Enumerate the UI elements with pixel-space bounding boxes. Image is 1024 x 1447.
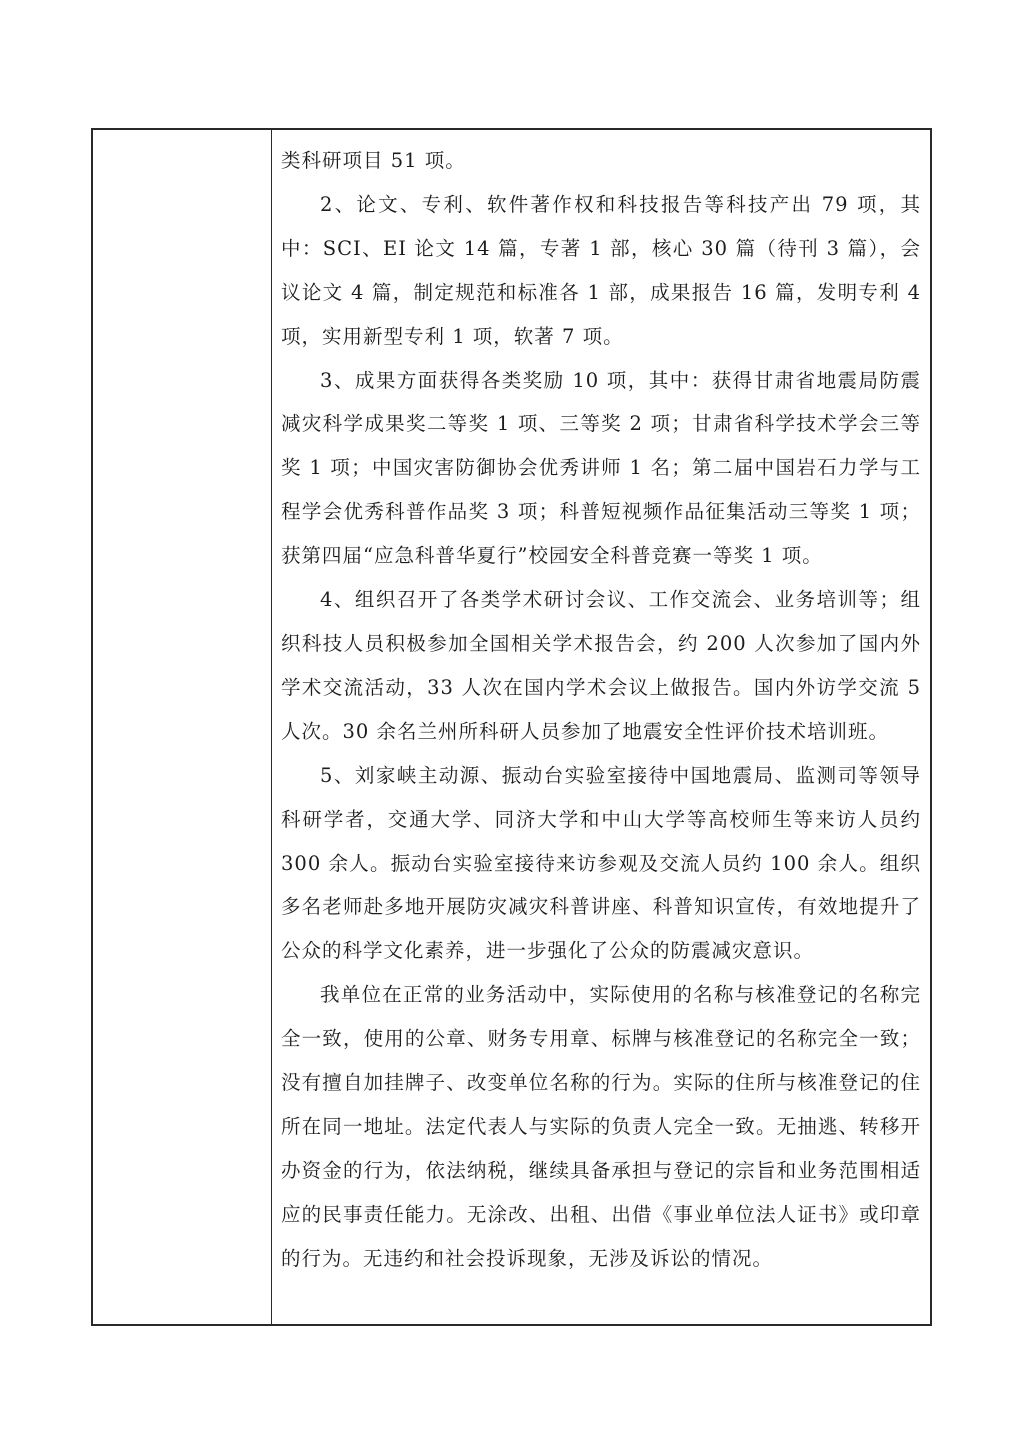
column-divider	[271, 128, 272, 1326]
paragraph-awards: 3、成果方面获得各类奖励 10 项，其中：获得甘肃省地震局防震减灾科学成果奖二等奖 1 项、三等奖 2 项；甘肃省科学技术学会三等奖 1 项；中国灾害防御协会优秀讲师 1 名；第二届中国岩石力学与工程学会优秀科普作品奖 3 项；科普短视频作品征集活动三等奖 1 项；获第四届“应急科普华夏行”校园安全科普竞赛一等奖 1 项。	[281, 368, 921, 568]
paragraph-academic-exchange: 4、组织召开了各类学术研讨会议、工作交流会、业务培训等；组织科技人员积极参加全国相关学术报告会，约 200 人次参加了国内外学术交流活动，33 人次在国内学术会议上做报告。国内外访学交流 5 人次。30 余名兰州所科研人员参加了地震安全性评价技术培训班。	[281, 588, 921, 743]
paragraph-lab-visits: 5、刘家峡主动源、振动台实验室接待中国地震局、监测司等领导科研学者，交通大学、同济大学和中山大学等高校师生等来访人员约 300 余人。振动台实验室接待来访参观及交流人员约 100 余人。组织多名老师赴多地开展防灾减灾科普讲座、科普知识宣传，有效地提升了公众的科学文化素养，进一步强化了公众的防震减灾意识。	[281, 763, 921, 963]
paragraph-compliance: 我单位在正常的业务活动中，实际使用的名称与核准登记的名称完全一致，使用的公章、财务专用章、标牌与核准登记的名称完全一致；没有擅自加挂牌子、改变单位名称的行为。实际的住所与核准登记的住所在同一地址。法定代表人与实际的负责人完全一致。无抽逃、转移开办资金的行为，依法纳税，继续具备承担与登记的宗旨和业务范围相适应的民事责任能力。无涂改、出租、出借《事业单位法人证书》或印章的行为。无违约和社会投诉现象，无涉及诉讼的情况。	[281, 983, 921, 1270]
paragraph-tech-output: 2、论文、专利、软件著作权和科技报告等科技产出 79 项，其中：SCI、EI 论文 14 篇，专著 1 部，核心 30 篇（待刊 3 篇），会议论文 4 篇，制定规范和标准各 1 部，成果报告 16 篇，发明专利 4 项，实用新型专利 1 项，软著 7 项。	[281, 192, 921, 348]
paragraph-continuation: 类科研项目 51 项。	[281, 149, 466, 172]
report-content-cell	[281, 139, 921, 1281]
